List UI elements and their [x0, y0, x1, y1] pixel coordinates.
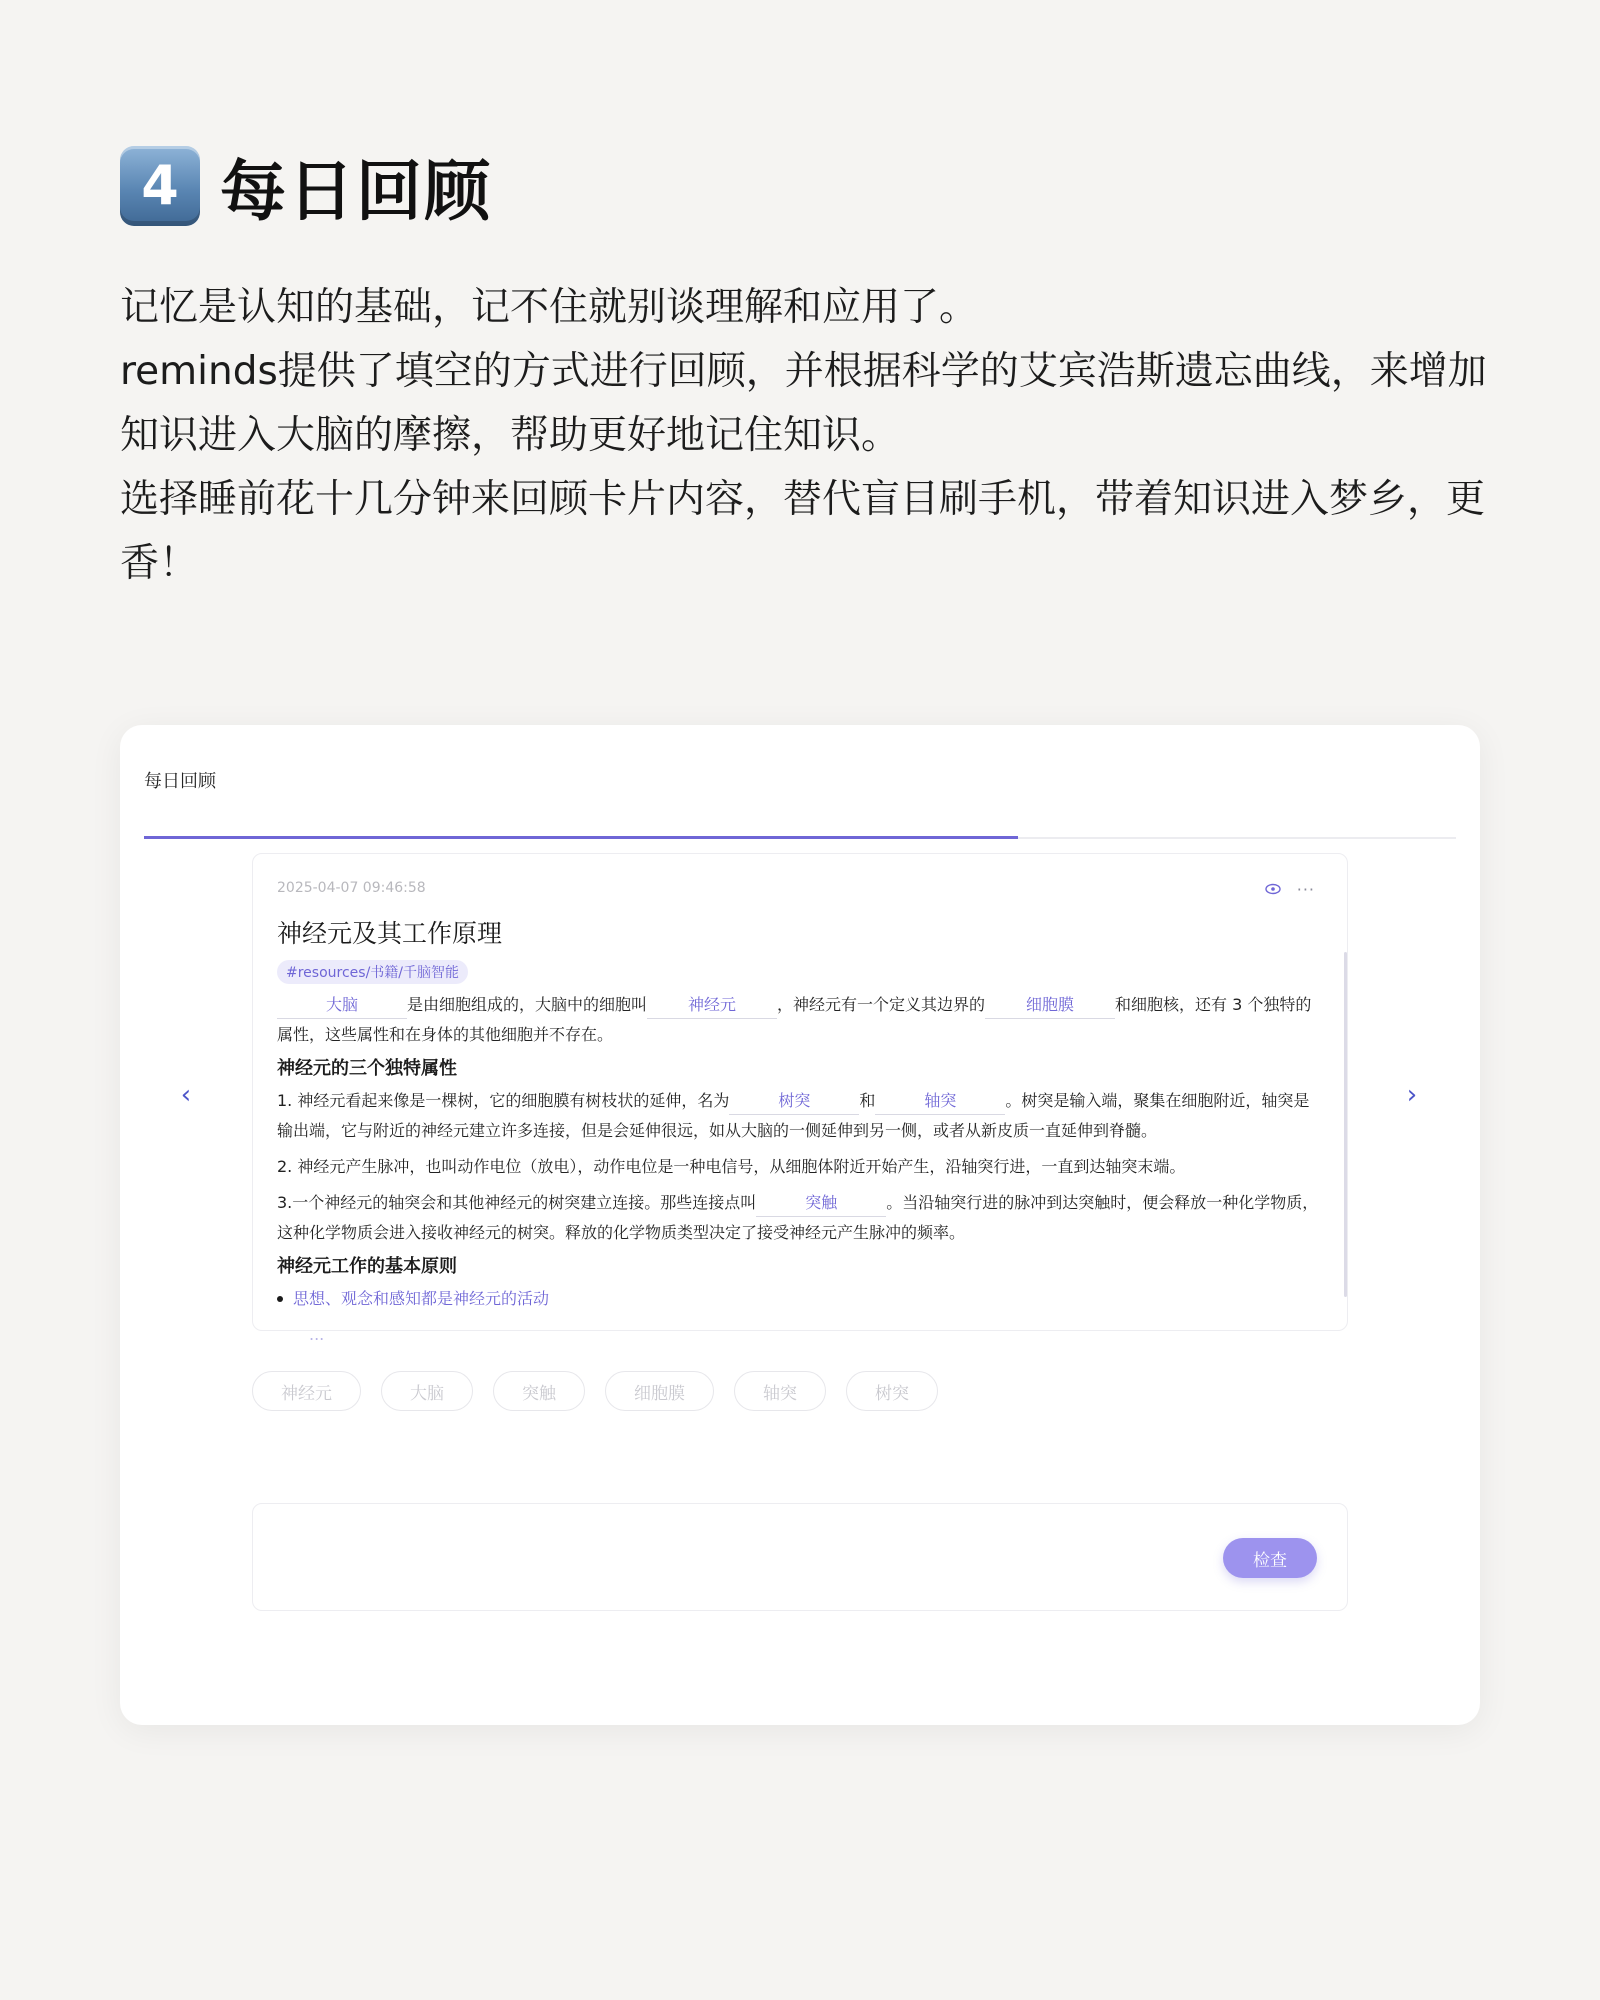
word-chip[interactable]: 大脑: [381, 1371, 473, 1411]
cloze-blank[interactable]: 树突: [729, 1088, 859, 1115]
card-paragraph-2: [277, 1086, 1321, 1146]
answer-area[interactable]: [252, 1503, 1348, 1611]
word-chip[interactable]: 树突: [846, 1371, 938, 1411]
section-title: 每日回顾: [220, 153, 492, 230]
check-button[interactable]: 检查: [1223, 1538, 1317, 1578]
card-actions: [1265, 880, 1315, 899]
body-text: 是由细胞组成的，大脑中的细胞叫: [407, 995, 648, 1014]
card-subheading-1: 神经元的三个独特属性: [277, 1058, 457, 1079]
card-paragraph-1: [277, 990, 1321, 1050]
chevron-right-icon: ›: [1406, 1080, 1418, 1110]
tab-bar: [144, 767, 1456, 839]
intro-line-3: 选择睡前花十几分钟来回顾卡片内容，替代盲目刷手机，带着知识进入梦乡，更香！: [120, 477, 1486, 586]
card-timestamp: 2025-04-07 09:46:58: [277, 880, 426, 896]
body-text: 。当沿轴突行进的脉冲到达突触时，便会释放一种化学物质，这种化学物质会进入接收神经元的树突。释放的化学物质类型决定了接受神经元产生脉冲的频率。: [277, 1193, 1319, 1242]
list-item-partial: ...: [309, 1325, 325, 1344]
card-body: [277, 990, 1321, 1350]
keycap-number-icon: 4: [120, 146, 200, 226]
intro-line-2: reminds提供了填空的方式进行回顾，并根据科学的艾宾浩斯遗忘曲线，来增加知识进入大脑的摩擦，帮助更好地记住知识。: [120, 349, 1487, 458]
body-text: 。树突是输入端，聚集在细胞附近，轴突是输出端，它与附近的神经元建立许多连接，但是会延伸很远，如从大脑的一侧延伸到另一侧，或者从新皮质一直延伸到脊髓。: [277, 1091, 1310, 1140]
word-chip[interactable]: 细胞膜: [605, 1371, 714, 1411]
card-title: 神经元及其工作原理: [277, 919, 503, 948]
word-chips: [252, 1371, 938, 1411]
list-item-text: 思想、观念和感知都是神经元的活动: [293, 1289, 550, 1308]
word-chip[interactable]: 神经元: [252, 1371, 361, 1411]
cloze-blank[interactable]: 神经元: [647, 992, 777, 1019]
body-text: 和细胞核，还有 3 个独特的属性，这些属性和在身体的其他细胞并不存在。: [277, 995, 1312, 1044]
card-subheading-2: 神经元工作的基本原则: [277, 1256, 457, 1277]
more-options-icon[interactable]: ···: [1296, 880, 1315, 899]
intro-text: [120, 276, 1500, 596]
card-paragraph-3: 2. 神经元产生脉冲，也叫动作电位（放电），动作电位是一种电信号，从细胞体附近开始产生，沿轴突行进，一直到达轴突末端。: [277, 1157, 1186, 1176]
daily-review-panel: [120, 725, 1480, 1725]
word-chip[interactable]: 突触: [493, 1371, 585, 1411]
cloze-blank[interactable]: 突触: [756, 1190, 886, 1217]
tab-daily-review[interactable]: 每日回顾: [144, 771, 216, 792]
next-card-button[interactable]: [1392, 1075, 1432, 1115]
body-text: 3.一个神经元的轴突会和其他神经元的树突建立连接。那些连接点叫: [277, 1193, 757, 1212]
card-scrollbar[interactable]: [1344, 952, 1347, 1297]
bullet-icon: [277, 1296, 283, 1302]
chevron-left-icon: ‹: [180, 1080, 192, 1110]
word-chip[interactable]: 轴突: [734, 1371, 826, 1411]
cloze-blank[interactable]: 细胞膜: [985, 992, 1115, 1019]
card-tag[interactable]: #resources/书籍/千脑智能: [277, 960, 468, 984]
section-heading: [120, 138, 492, 233]
card-paragraph-4: [277, 1188, 1321, 1248]
prev-card-button[interactable]: [166, 1075, 206, 1115]
review-card: [252, 853, 1348, 1344]
cloze-blank[interactable]: 大脑: [277, 992, 407, 1019]
tab-progress-indicator: [144, 836, 1018, 839]
cloze-blank[interactable]: 轴突: [875, 1088, 1005, 1115]
list-item: [277, 1284, 1321, 1314]
eye-icon[interactable]: [1265, 880, 1281, 899]
body-text: 和: [859, 1091, 876, 1110]
intro-line-1: 记忆是认知的基础，记不住就别谈理解和应用了。: [120, 285, 979, 330]
body-text: 1. 神经元看起来像是一棵树，它的细胞膜有树枝状的延伸，名为: [277, 1091, 730, 1110]
body-text: ，神经元有一个定义其边界的: [777, 995, 986, 1014]
